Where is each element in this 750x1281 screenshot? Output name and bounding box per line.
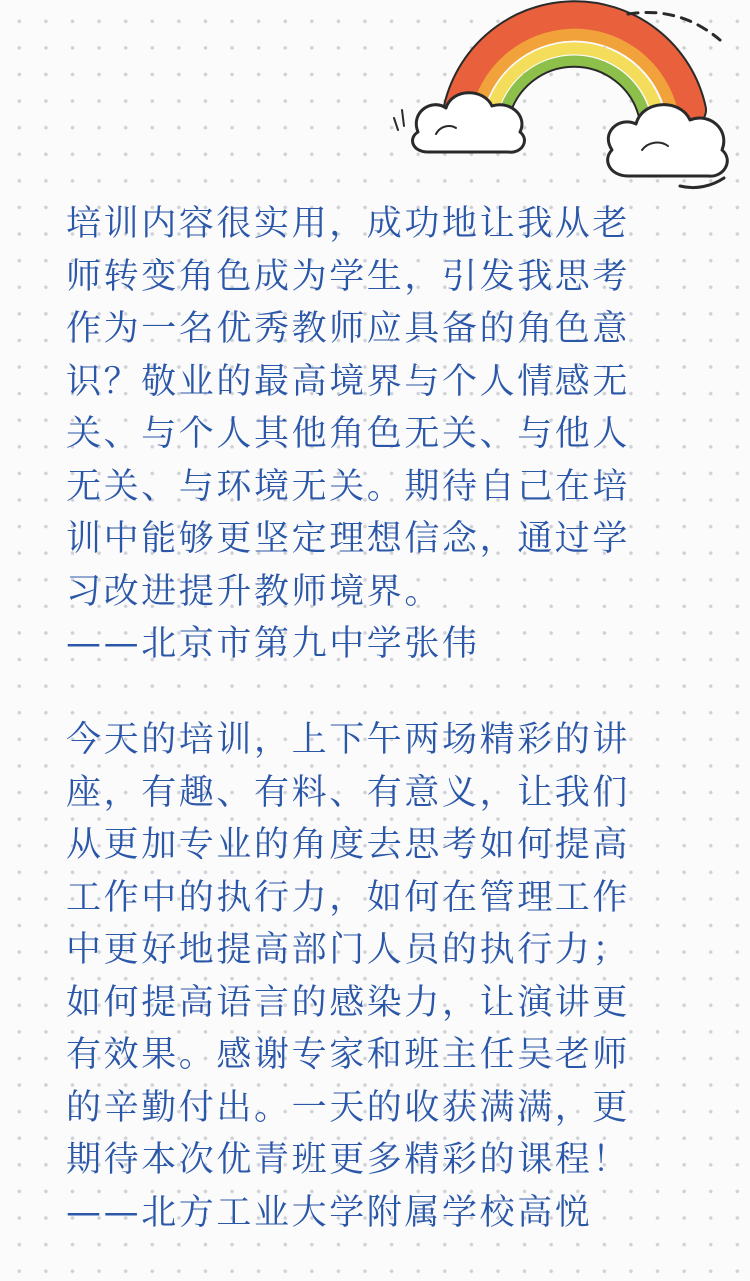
testimonial-line: 识？敬业的最高境界与个人情感无 [66,361,631,402]
testimonial-line: 中更好地提高部门人员的执行力； [66,930,631,970]
testimonial-line: 关、与个人其他角色无关、与他人 [66,414,631,454]
testimonial-line: 有效果。感谢专家和班主任吴老师 [66,1035,631,1075]
testimonial-line: 习改进提升教师境界。 [66,571,443,612]
testimonial-line: 今天的培训，上下午两场精彩的讲 [66,720,631,760]
rainbow-icon [380,0,750,200]
testimonial-signature: ——北京市第九中学张伟 [66,624,480,664]
cloud-icon [608,105,728,188]
testimonial-1 [66,198,696,671]
testimonial-signature: ——北方工业大学附属学校高悦 [66,1192,593,1233]
testimonial-line: 期待本次优青班更多精彩的课程！ [66,1140,631,1180]
testimonial-line: 座，有趣、有料、有意义，让我们 [66,772,631,813]
testimonial-line: 师转变角色成为学生，引发我思考 [66,256,631,297]
testimonial-2 [66,714,696,1239]
testimonial-line: 如何提高语言的感染力，让演讲更 [66,982,631,1023]
rainbow-illustration [380,0,750,200]
testimonial-line: 无关、与环境无关。期待自己在培 [66,466,631,507]
testimonial-line: 的辛勤付出。一天的收获满满，更 [66,1087,631,1128]
testimonial-line: 工作中的执行力，如何在管理工作 [66,877,631,918]
testimonial-line: 培训内容很实用，成功地让我从老 [66,204,631,244]
testimonial-line: 从更加专业的角度去思考如何提高 [66,825,631,865]
testimonial-line: 作为一名优秀教师应具备的角色意 [66,309,631,349]
testimonial-line: 训中能够更坚定理想信念，通过学 [66,519,631,559]
